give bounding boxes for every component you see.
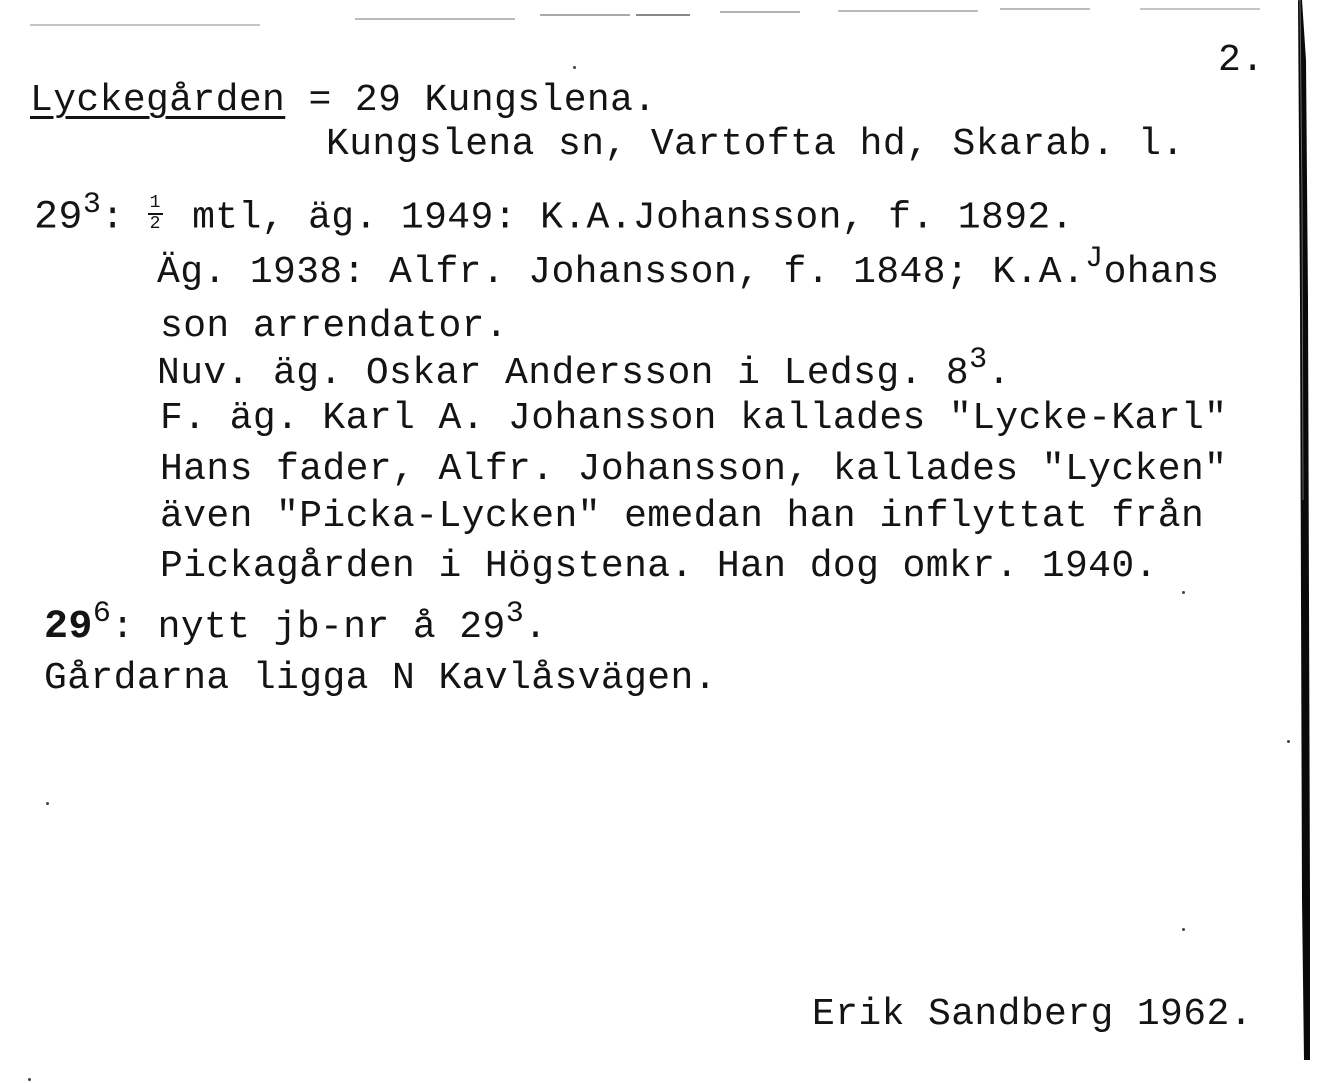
entry-2-tail: .: [524, 606, 548, 649]
entry-colon: :: [101, 196, 125, 240]
location-line: Kungslena sn, Vartofta hd, Skarab. l.: [326, 123, 1185, 166]
title-suffix: = 29 Kungslena.: [285, 79, 657, 122]
entry-line-4-text: Nuv. äg. Oskar Andersson i Ledsg. 8: [157, 352, 970, 395]
entry-line-4-tail: .: [987, 352, 1011, 395]
entry-line-2-sup: J: [1085, 242, 1104, 276]
entry-line-3: son arrendator.: [160, 305, 509, 348]
entry-line-4-sup: 3: [969, 343, 988, 377]
fraction-numerator: 1: [149, 193, 161, 213]
speck: [1182, 928, 1185, 931]
page-title: Lyckegården: [30, 79, 286, 122]
top-edge-mark: [30, 24, 260, 26]
entry-line-2-tail: ohans: [1103, 251, 1220, 294]
speck: [46, 802, 49, 805]
signature: Erik Sandberg 1962.: [812, 993, 1253, 1036]
entry-2-text: : nytt jb-nr å 29: [111, 606, 506, 649]
entry-prefix: 29: [34, 195, 83, 241]
entry-line-2: [157, 242, 1220, 294]
top-edge-mark: [838, 10, 978, 12]
entry-line-6: Hans fader, Alfr. Johansson, kallades "Lycken": [160, 448, 1228, 491]
entry-line-1: [34, 187, 1074, 241]
fraction-denominator: 2: [149, 214, 161, 234]
top-edge-mark: [720, 11, 800, 13]
card-edge-stroke: [1298, 0, 1310, 1060]
entry-prefix-sup: 3: [82, 187, 102, 222]
fraction-half: [148, 194, 163, 233]
entry-2-sup: 3: [505, 597, 525, 631]
card-edge-line: [1298, 0, 1328, 1083]
note-line: Gårdarna ligga N Kavlåsvägen.: [44, 657, 717, 700]
entry-2-prefix: 29: [44, 605, 93, 650]
heading-line: [30, 79, 657, 122]
speck: [28, 1078, 31, 1081]
top-edge-mark: [355, 18, 515, 20]
entry-line-8: Pickagården i Högstena. Han dog omkr. 1940.: [160, 545, 1158, 588]
top-edge-mark: [540, 14, 630, 16]
entry-line-7: även "Picka-Lycken" emedan han inflyttat från: [160, 495, 1205, 538]
entry-2-line: [44, 597, 548, 650]
top-edge-mark: [1140, 8, 1260, 10]
entry-2-prefix-sup: 6: [92, 597, 112, 631]
entry-line-1-text: mtl, äg. 1949: K.A.Johansson, f. 1892.: [168, 196, 1074, 240]
top-edge-mark: [1000, 8, 1090, 10]
entry-line-2-text: Äg. 1938: Alfr. Johansson, f. 1848; K.A.: [157, 251, 1086, 294]
speck: [1182, 591, 1185, 594]
card-number: 2.: [1218, 39, 1265, 82]
entry-line-5: F. äg. Karl A. Johansson kallades "Lycke-Karl": [160, 397, 1228, 440]
speck: [1287, 740, 1290, 743]
entry-line-4: [157, 343, 1011, 395]
top-edge-mark: [636, 14, 690, 16]
speck: [573, 66, 576, 69]
